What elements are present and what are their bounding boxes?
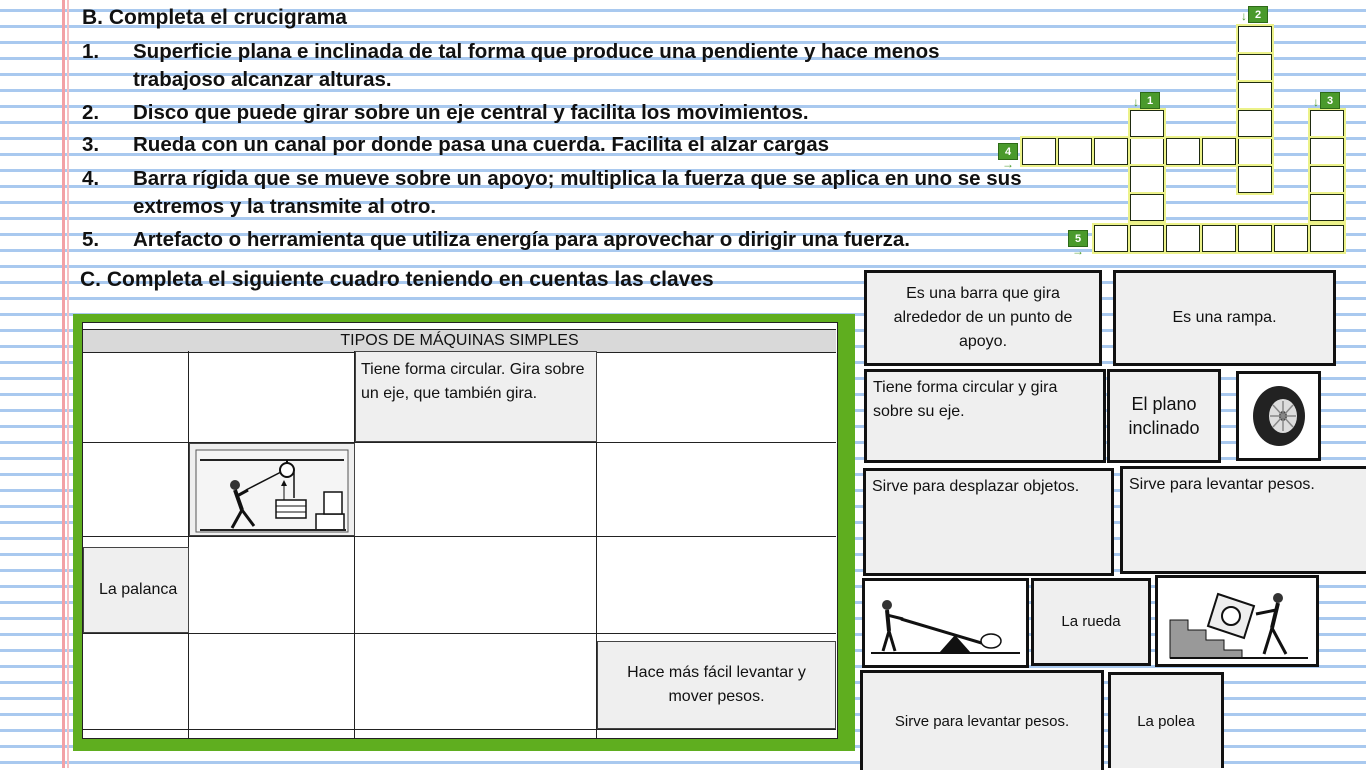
- crossword-cell[interactable]: [1238, 110, 1272, 137]
- card-lever-image[interactable]: [862, 578, 1029, 668]
- right-arrow-icon: →: [1072, 244, 1084, 258]
- crossword-cell[interactable]: [1130, 225, 1164, 252]
- crossword-cell[interactable]: [1238, 54, 1272, 81]
- table-cell-image: [189, 443, 355, 536]
- grid-line: [83, 536, 836, 537]
- clue-text: Rueda con un canal por donde pasa una cuerda. Facilita el alzar cargas: [133, 133, 830, 156]
- card-desplazar[interactable]: Sirve para desplazar objetos.: [863, 468, 1114, 576]
- margin-line-secondary: [67, 0, 69, 768]
- down-arrow-icon: ↓: [1241, 9, 1247, 23]
- crossword-cell[interactable]: [1310, 166, 1344, 193]
- grid-line: [188, 351, 189, 738]
- card-levantar-2[interactable]: Sirve para levantar pesos.: [860, 670, 1104, 770]
- grid-line: [83, 729, 836, 730]
- card-plano-inclinado[interactable]: El plano inclinado: [1107, 369, 1221, 463]
- crossword-number-4: 4: [998, 143, 1018, 160]
- clue-number: 3.: [82, 133, 100, 156]
- crossword-cell[interactable]: [1238, 26, 1272, 53]
- crossword-cell[interactable]: [1130, 110, 1164, 137]
- clue-text: Barra rígida que se mueve sobre un apoyo; multiplica la fuerza que se aplica en uno se sus extremos y la transmite al otro.: [133, 167, 1022, 218]
- crossword-cell[interactable]: [1094, 138, 1128, 165]
- table-header: TIPOS DE MÁQUINAS SIMPLES: [83, 329, 836, 353]
- crossword-cell[interactable]: [1166, 225, 1200, 252]
- clue-number: 2.: [82, 101, 100, 124]
- crossword-cell[interactable]: [1130, 166, 1164, 193]
- card-tire[interactable]: [1236, 371, 1321, 461]
- crossword-number-3: 3: [1320, 92, 1340, 109]
- clue-text: Superficie plana e inclinada de tal forma que produce una pendiente y hace menos trabajoso alcanzar alturas.: [133, 40, 940, 91]
- crossword-number-1: 1: [1140, 92, 1160, 109]
- crossword-cell[interactable]: [1022, 138, 1056, 165]
- inclined-plane-image: [1158, 578, 1316, 664]
- card-barra[interactable]: Es una barra que gira alrededor de un punto de apoyo.: [864, 270, 1102, 366]
- crossword-cell[interactable]: [1058, 138, 1092, 165]
- crossword-cell[interactable]: [1310, 194, 1344, 221]
- table-cell-rueda-desc: Tiene forma circular. Gira sobre un eje, que también gira.: [355, 351, 597, 442]
- crossword-cell[interactable]: [1310, 225, 1344, 252]
- card-circular[interactable]: Tiene forma circular y gira sobre su eje.: [864, 369, 1106, 463]
- lever-image: [865, 581, 1026, 665]
- crossword-cell[interactable]: [1130, 194, 1164, 221]
- clue-text: Artefacto o herramienta que utiliza energía para aprovechar o dirigir una fuerza.: [133, 228, 910, 251]
- crossword-cell[interactable]: [1202, 225, 1236, 252]
- down-arrow-icon: ↓: [1313, 95, 1319, 109]
- crossword-cell[interactable]: [1310, 138, 1344, 165]
- crossword-number-5: 5: [1068, 230, 1088, 247]
- card-rueda[interactable]: La rueda: [1031, 578, 1151, 666]
- margin-line: [62, 0, 65, 768]
- clue-text: Disco que puede girar sobre un eje central y facilita los movimientos.: [133, 101, 809, 124]
- down-arrow-icon: ↓: [1133, 95, 1139, 109]
- crossword-cell[interactable]: [1130, 138, 1164, 165]
- clue-number: 4.: [82, 167, 100, 190]
- section-c-title: C. Completa el siguiente cuadro teniendo en cuentas las claves: [80, 268, 714, 291]
- clue-number: 5.: [82, 228, 100, 251]
- crossword-cell[interactable]: [1238, 225, 1272, 252]
- clue-number: 1.: [82, 40, 100, 63]
- card-rampa[interactable]: Es una rampa.: [1113, 270, 1336, 366]
- card-polea[interactable]: La polea: [1108, 672, 1224, 768]
- table-cell-palanca: La palanca: [83, 547, 189, 633]
- right-arrow-icon: →: [1002, 157, 1014, 171]
- crossword-number-2: 2: [1248, 6, 1268, 23]
- card-levantar-1[interactable]: Sirve para levantar pesos.: [1120, 466, 1366, 574]
- machines-table: [82, 322, 838, 739]
- crossword-cell[interactable]: [1238, 166, 1272, 193]
- crossword-cell[interactable]: [1094, 225, 1128, 252]
- table-cell-polea-desc: Hace más fácil levantar y mover pesos.: [597, 641, 836, 729]
- crossword-cell[interactable]: [1238, 82, 1272, 109]
- section-b-title: B. Completa el crucigrama: [82, 6, 347, 29]
- crossword-cell[interactable]: [1238, 138, 1272, 165]
- card-inclined-plane-image[interactable]: [1155, 575, 1319, 667]
- crossword-cell[interactable]: [1202, 138, 1236, 165]
- tire-image: [1239, 374, 1318, 458]
- crossword-cell[interactable]: [1166, 138, 1200, 165]
- grid-line: [83, 633, 836, 634]
- pulley-worker-image: [190, 444, 354, 535]
- crossword-cell[interactable]: [1274, 225, 1308, 252]
- crossword-cell[interactable]: [1310, 110, 1344, 137]
